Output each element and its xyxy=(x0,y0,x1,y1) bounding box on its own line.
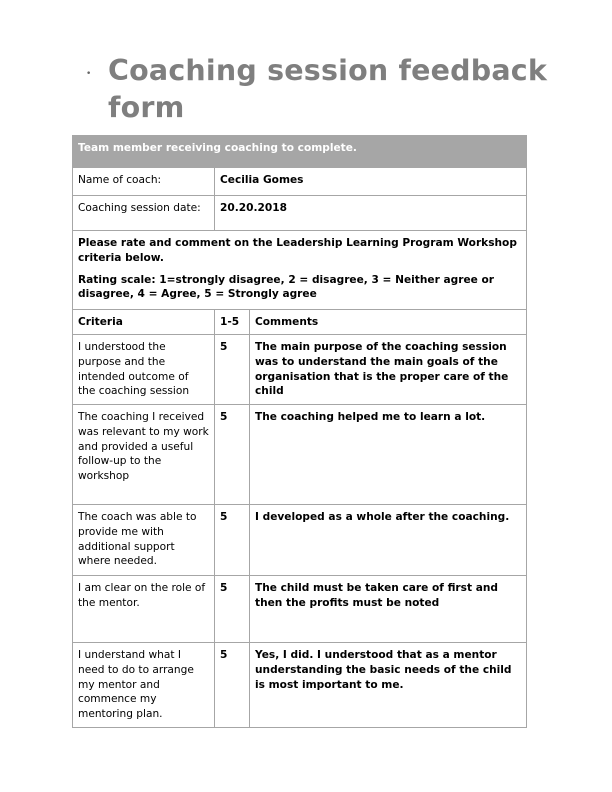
comment-cell: The coaching helped me to learn a lot. xyxy=(250,405,527,505)
table-row xyxy=(73,505,527,576)
rating-cell: 5 xyxy=(215,335,250,405)
rating-cell: 5 xyxy=(215,576,250,643)
comments-column-header: Comments xyxy=(250,310,527,335)
coach-label: Name of coach: xyxy=(73,168,215,196)
instructions-row xyxy=(73,231,527,310)
comment-cell: Yes, I did. I understood that as a mentor understanding the basic needs of the child is most important to me. xyxy=(250,643,527,728)
criteria-cell: The coaching I received was relevant to my work and provided a useful follow-up to the workshop xyxy=(73,405,215,505)
criteria-column-header: Criteria xyxy=(73,310,215,335)
criteria-cell: I understood the purpose and the intended outcome of the coaching session xyxy=(73,335,215,405)
rating-cell: 5 xyxy=(215,505,250,576)
table-row xyxy=(73,335,527,405)
instructions-text: Please rate and comment on the Leadership Learning Program Workshop criteria below. xyxy=(78,237,517,264)
rating-column-header: 1-5 xyxy=(215,310,250,335)
column-header-row xyxy=(73,310,527,335)
rating-cell: 5 xyxy=(215,405,250,505)
section-header: Team member receiving coaching to complete. xyxy=(73,136,527,168)
rating-scale-text: Rating scale: 1=strongly disagree, 2 = disagree, 3 = Neither agree or disagree, 4 = Agree, 5 = Strongly agree xyxy=(78,273,495,301)
title-bullet: • xyxy=(86,69,92,79)
table-header-row xyxy=(73,136,527,168)
table-row xyxy=(73,405,527,505)
date-row xyxy=(73,196,527,231)
comment-cell: I developed as a whole after the coaching. xyxy=(250,505,527,576)
criteria-cell: I understand what I need to do to arrange my mentor and commence my mentoring plan. xyxy=(73,643,215,728)
table-row xyxy=(73,643,527,728)
table-row xyxy=(73,576,527,643)
rating-cell: 5 xyxy=(215,643,250,728)
comment-cell: The main purpose of the coaching session was to understand the main goals of the organisation that is the proper care of the child xyxy=(250,335,527,405)
coach-row xyxy=(73,168,527,196)
session-date: 20.20.2018 xyxy=(215,196,527,231)
date-label: Coaching session date: xyxy=(73,196,215,231)
instructions-cell xyxy=(73,231,527,310)
feedback-table xyxy=(72,135,527,728)
criteria-cell: The coach was able to provide me with additional support where needed. xyxy=(73,505,215,576)
page-title: Coaching session feedback form xyxy=(108,54,548,124)
criteria-cell: I am clear on the role of the mentor. xyxy=(73,576,215,643)
comment-cell: The child must be taken care of first and then the profits must be noted xyxy=(250,576,527,643)
coach-name: Cecilia Gomes xyxy=(215,168,527,196)
